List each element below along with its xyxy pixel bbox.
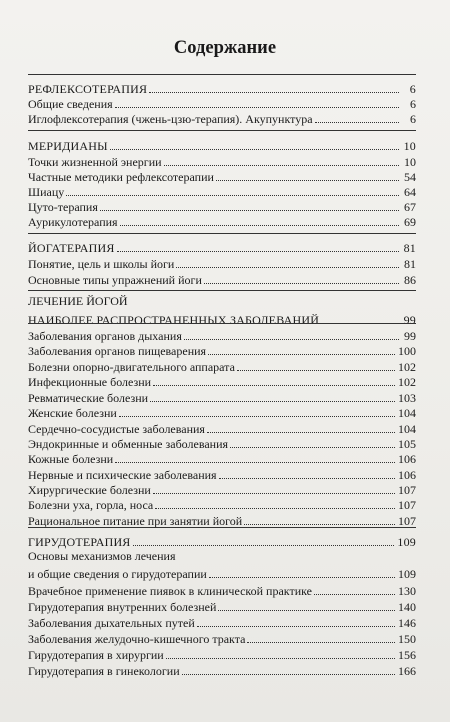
toc-entry-label: Гирудотерапия в гинекологии	[28, 664, 180, 678]
leader-dots	[166, 644, 395, 659]
leader-dots	[321, 309, 399, 324]
toc-entry[interactable]	[28, 269, 416, 287]
leader-dots	[204, 269, 399, 284]
toc-entry-label: Заболевания дыхательных путей	[28, 616, 195, 630]
toc-page-number: 6	[409, 82, 416, 96]
toc-entry[interactable]	[28, 660, 416, 678]
leader-dots	[176, 253, 399, 268]
toc-heading-label: РЕФЛЕКСОТЕРАПИЯ	[28, 82, 148, 96]
leader-dots	[164, 151, 399, 166]
toc-section-yogatherapy	[28, 233, 416, 286]
toc-entry-label: Цуто-терапия	[28, 200, 98, 214]
toc-page-number: 156	[398, 648, 416, 662]
toc-entry-label: Нервные и психические заболевания	[28, 468, 217, 482]
leader-dots	[153, 371, 395, 386]
leader-dots	[218, 596, 395, 611]
toc-heading-label: НАИБОЛЕЕ РАСПРОСТРАНЕННЫХ ЗАБОЛЕВАНИЙ	[28, 313, 320, 327]
leader-dots	[314, 580, 395, 595]
toc-page-number: 64	[404, 185, 416, 199]
leader-dots	[66, 181, 399, 196]
toc-page-number: 166	[398, 664, 416, 678]
toc-page-number: 106	[398, 452, 416, 466]
leader-dots	[207, 418, 395, 433]
toc-entry-label: Заболевания желудочно-кишечного тракта	[28, 632, 246, 646]
leader-dots	[244, 510, 395, 525]
toc-entry-label: Ревматические болезни	[28, 391, 149, 405]
toc-entry-label: Основные типы упражнений йоги	[28, 273, 202, 287]
leader-dots	[315, 108, 399, 123]
toc-page-number: 106	[398, 468, 416, 482]
toc-page-number: 99	[403, 313, 416, 327]
toc-entry-label: Шиацу	[28, 185, 65, 199]
toc-page-number: 54	[404, 170, 416, 184]
toc-entry-label: Гирудотерапия в хирургии	[28, 648, 164, 662]
leader-dots	[208, 340, 395, 355]
toc-entry-label: Основы механизмов лечения	[28, 549, 176, 563]
leader-dots	[115, 93, 399, 108]
toc-page-number: 146	[398, 616, 416, 630]
leader-dots	[247, 628, 395, 643]
toc-page-number: 100	[398, 344, 416, 358]
leader-dots	[117, 237, 399, 252]
toc-page-number: 67	[404, 200, 416, 214]
toc-page-number: 130	[398, 584, 416, 598]
toc-heading[interactable]	[28, 531, 416, 549]
toc-section-meridians	[28, 130, 416, 227]
toc-section-yoga-treatment	[28, 290, 416, 528]
leader-dots	[119, 402, 395, 417]
toc-heading-label: ГИРУДОТЕРАПИЯ	[28, 535, 131, 549]
toc-page-number: 109	[398, 567, 416, 581]
toc-entry-label: Женские болезни	[28, 406, 117, 420]
toc-entry-label: Болезни уха, горла, носа	[28, 498, 154, 512]
leader-dots	[197, 612, 395, 627]
toc-page-number: 81	[403, 241, 416, 255]
toc-page-number: 140	[398, 600, 416, 614]
leader-dots	[219, 464, 395, 479]
leader-dots	[115, 448, 395, 463]
toc-entry-label: Врачебное применение пиявок в клинической практике	[28, 584, 312, 598]
leader-dots	[237, 356, 395, 371]
toc-heading-label: МЕРИДИАНЫ	[28, 139, 108, 153]
toc-page-number: 109	[397, 535, 416, 549]
toc-page-number: 107	[398, 514, 416, 528]
toc-page-number: 102	[398, 360, 416, 374]
leader-dots	[149, 78, 399, 93]
toc-entry-label: Эндокринные и обменные заболевания	[28, 437, 229, 451]
leader-dots	[153, 479, 395, 494]
toc-entry-label: Гирудотерапия внутренних болезней	[28, 600, 217, 614]
leader-dots	[155, 494, 395, 509]
leader-dots	[230, 433, 395, 448]
toc-entry-label: Хирургические болезни	[28, 483, 151, 497]
leader-dots	[100, 196, 399, 211]
toc-entry[interactable]	[28, 108, 416, 126]
toc-page-number: 81	[404, 257, 416, 271]
toc-page-number: 99	[404, 329, 416, 343]
leader-dots	[150, 387, 395, 402]
toc-entry-label: Иглофлексотерапия (чжень-цзю-терапия). Акупунктура	[28, 112, 313, 126]
toc-section-hirudotherapy	[28, 527, 416, 678]
toc-entry[interactable]	[28, 563, 416, 581]
leader-dots	[110, 135, 399, 150]
toc-entry-label: Инфекционные болезни	[28, 375, 152, 389]
toc-page-number: 86	[404, 273, 416, 287]
toc-page-number: 150	[398, 632, 416, 646]
leader-dots	[184, 325, 399, 340]
toc-page-number: 107	[398, 483, 416, 497]
toc-page-number: 104	[398, 406, 416, 420]
leader-dots	[216, 166, 399, 181]
toc-entry-label: Общие сведения	[28, 97, 113, 111]
toc-page-number: 10	[403, 139, 416, 153]
leader-dots	[120, 211, 399, 226]
toc-entry[interactable]	[28, 510, 416, 528]
toc-heading-label: ЙОГАТЕРАПИЯ	[28, 241, 115, 255]
section-divider	[28, 323, 416, 324]
toc-page-number: 105	[398, 437, 416, 451]
toc-page-number: 103	[398, 391, 416, 405]
toc-heading-line: ЛЕЧЕНИЕ ЙОГОЙ	[28, 294, 128, 308]
toc-page-number: 10	[404, 155, 416, 169]
toc-entry-label: Болезни опорно-двигательного аппарата	[28, 360, 235, 374]
leader-dots	[182, 660, 395, 675]
toc-entry-label: Понятие, цель и школы йоги	[28, 257, 175, 271]
toc-page-number: 6	[410, 112, 416, 126]
toc-page-number: 107	[398, 498, 416, 512]
toc-page-number: 6	[410, 97, 416, 111]
leader-dots	[133, 531, 395, 546]
page-title: Содержание	[173, 38, 277, 58]
toc-page-number: 102	[398, 375, 416, 389]
toc-entry-label: Заболевания органов дыхания	[28, 329, 182, 343]
toc-entry-label: Заболевания органов пищеварения	[28, 344, 207, 358]
toc-entry-label: Аурикулотерапия	[28, 215, 118, 229]
leader-dots	[209, 563, 395, 578]
toc-entry[interactable]	[28, 211, 416, 229]
toc-entry-label: Сердечно-сосудистые заболевания	[28, 422, 205, 436]
toc-entry-label: Рациональное питание при занятии йогой	[28, 514, 243, 528]
toc-entry-label: Точки жизненной энергии	[28, 155, 162, 169]
toc-page-number: 104	[398, 422, 416, 436]
toc-entry-label: Кожные болезни	[28, 452, 114, 466]
toc-entry-label: Частные методики рефлексотерапии	[28, 170, 214, 184]
toc-page-number: 69	[404, 215, 416, 229]
toc-section-reflexotherapy	[28, 74, 416, 125]
toc-entry-label: и общие сведения о гирудотерапии	[28, 567, 207, 581]
